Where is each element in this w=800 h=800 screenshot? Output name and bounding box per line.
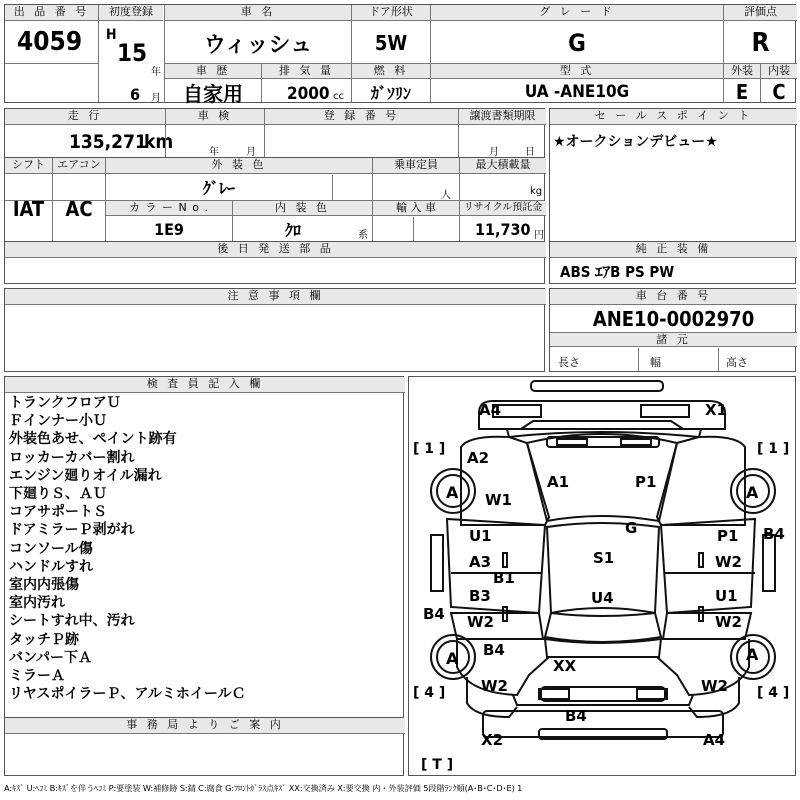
spec-label: 諸 元 [550, 332, 797, 347]
inspector-notes [9, 394, 246, 703]
mark-front-door-right-paint: P1 [717, 527, 739, 545]
mark-left-side-lower: B4 [423, 605, 445, 623]
bracket-front-left: [ 1 ] [413, 441, 446, 457]
exterior-color: ｸﾞﾚｰ [202, 179, 235, 198]
interior-label: 内装 [761, 64, 797, 79]
inspector-note-line: 外装色あせ、ペイント跡有 [9, 431, 177, 448]
chassis-number: ANE10-0002970 [592, 307, 755, 331]
air-conditioner: AC [65, 196, 93, 221]
inspector-note-line: 室内汚れ [9, 595, 65, 612]
color-number: 1E9 [154, 220, 184, 239]
equipment-box [549, 242, 796, 284]
inspector-note-line: エンジン廻りオイル漏れ [9, 467, 162, 484]
car-outline [409, 377, 797, 777]
bracket-front-right: [ 1 ] [757, 441, 790, 457]
lot-label: 出 品 番 号 [5, 5, 98, 21]
mileage-label: 走 行 [5, 109, 165, 125]
inspector-note-line: 室内内張傷 [9, 577, 79, 594]
mark-rear-bumper-left: X2 [481, 731, 504, 749]
load-label: 最大積載量 [460, 158, 546, 174]
reg-year: 15 [117, 39, 148, 67]
mark-front-door-left-scratch: A3 [469, 553, 492, 571]
sales-point-box [549, 108, 796, 242]
mark-rear-door-right-repair: W2 [715, 613, 742, 631]
inspector-note-line: コアサポートＳ [9, 504, 107, 521]
height-label: 高さ [726, 356, 748, 369]
equipment-label: 純 正 装 備 [550, 242, 797, 258]
color-no-label: カ ラ ー N o . [106, 201, 232, 216]
inspector-note-line: バンパー下Ａ [9, 649, 93, 666]
chassis-label: 車 台 番 号 [550, 289, 797, 305]
mark-rear-panel: B4 [565, 707, 587, 725]
tire-front-left: A [446, 483, 459, 502]
exterior-grade: E [735, 80, 749, 104]
era: H [106, 27, 117, 43]
caution-label: 注 意 事 項 欄 [5, 289, 546, 305]
header-row: 出 品 番 号 4059 初度登録 H 15 年 6 月 車 名 ウィッシュ 車 歴 排 気 量 自家用 2000 cc ドア形状 5W 燃 料 ｶﾞｿﾘﾝ グ レ ー ド G 型 式 UA -ANE10G 評価点 R 外装 内装 E C [4, 4, 796, 103]
bracket-rear-right: [ 4 ] [757, 685, 790, 701]
car-history: 自家用 [183, 81, 243, 106]
mark-rocker-right: B4 [763, 525, 785, 543]
first-reg-label: 初度登録 [99, 5, 163, 21]
length-label: 長さ [558, 356, 580, 369]
inspector-note-line: トランクフロアＵ [9, 395, 121, 411]
interior-color: ｸﾛ [284, 221, 301, 240]
sales-point-text: ★オークションデビュー★ [553, 134, 718, 150]
import-label: 輸 入 車 [373, 201, 459, 216]
car-name: ウィッシュ [203, 32, 313, 58]
door-type: 5W [374, 31, 408, 55]
car-name-label: 車 名 [165, 5, 351, 21]
transfer-label: 譲渡書類期限 [459, 109, 546, 125]
mark-front-door-left-dent: U1 [469, 527, 492, 545]
ac-label: エアコン [53, 158, 105, 174]
width-label: 幅 [650, 356, 661, 369]
grade-label: グ レ ー ド [431, 5, 723, 21]
inspector-note-line: タッチＰ跡 [9, 631, 79, 648]
office-box [4, 718, 404, 776]
inspector-note-line: コンソール傷 [9, 540, 93, 557]
spec-row: シフト IAT エアコン AC 外 装 色 ｸﾞﾚｰ 乗車定員 人 最大積載量 kg カ ラ ー N o . 内 装 色 輸 入 車 リサイクル預託金 1E9 ｸﾛ 系 11,730 円 [4, 158, 545, 242]
displacement-label: 排 気 量 [262, 64, 351, 79]
inspector-label: 検 査 員 記 入 欄 [5, 377, 405, 393]
parts-later-label: 後 日 発 送 部 品 [5, 242, 546, 258]
mark-rear-door-left-dent: B3 [469, 587, 491, 605]
mark-rear-door-left-repair: W2 [467, 613, 494, 631]
inspector-note-line: リヤスポイラーＰ、アルミホイールＣ [9, 686, 246, 703]
shift: IAT [12, 196, 45, 221]
recycle-label: リサイクル預託金 [460, 201, 546, 216]
mark-rear-fender-left: B4 [483, 641, 505, 659]
mark-rear-door-right-dent: U1 [715, 587, 738, 605]
fuel: ｶﾞｿﾘﾝ [370, 83, 411, 103]
sales-point-label: セ ー ル ス ポ イ ン ト [550, 109, 797, 125]
fuel-label: 燃 料 [352, 64, 430, 79]
mark-roof-rear: U4 [591, 589, 614, 607]
inspector-note-line: ハンドルすれ [9, 558, 93, 575]
chassis-box [549, 288, 796, 372]
shift-label: シフト [5, 158, 52, 174]
model-label: 型 式 [431, 64, 723, 79]
inspector-note-line: ミラーＡ [9, 668, 65, 685]
caution-box [4, 288, 545, 372]
damage-diagram [408, 376, 796, 776]
equipment-text: ABS ｴｱB PS PW [560, 263, 675, 281]
inspector-note-line: 下廻りＳ、ＡＵ [9, 486, 107, 503]
parts-later-box [4, 242, 545, 284]
inspector-note-line: シートすれ中、汚れ [9, 613, 135, 630]
inspector-note-line: ロッカーカバー割れ [9, 449, 135, 466]
mark-fender-left-repair: W1 [485, 491, 512, 509]
reg-month: 6 [130, 85, 141, 104]
mark-rocker-left: B1 [493, 569, 515, 587]
mark-windshield: G [625, 519, 638, 537]
history-label: 車 歴 [165, 64, 261, 79]
bracket-trunk: [ T ] [421, 757, 454, 773]
lot-number: 4059 [17, 27, 83, 57]
score-label: 評価点 [724, 5, 797, 21]
model-code: UA -ANE10G [524, 82, 630, 102]
inspector-box [4, 376, 404, 718]
interior-grade: C [772, 80, 786, 104]
displacement: 2000 [287, 84, 330, 104]
bracket-rear-left: [ 4 ] [413, 685, 446, 701]
ext-color-label: 外 装 色 [106, 158, 372, 174]
mark-front-fender-left: A2 [467, 449, 490, 467]
tire-front-right: A [746, 483, 759, 502]
office-label: 事 務 局 よ り ご 案 内 [5, 718, 405, 734]
mark-front-bumper-left: A4 [479, 401, 502, 419]
legend: A:ｷｽﾞ U:ﾍｺﾐ B:ｷｽﾞを伴うﾍｺﾐ P:要塗装 W:補修跡 S:錆 C:腐食 G:ﾌﾛﾝﾄｶﾞﾗｽ点ｷｽﾞ XX:交換済み X:要交換 内・外装評価 5段階ﾗﾝｸ順(A･B･C･D･E) 1 [4, 783, 523, 793]
tire-rear-right: A [746, 645, 759, 664]
mark-roof-front: S1 [593, 549, 615, 567]
score: R [751, 28, 770, 58]
reg-number-label: 登 録 番 号 [265, 109, 458, 125]
int-color-label: 内 装 色 [233, 201, 372, 216]
mark-hood-left: A1 [547, 473, 570, 491]
grade: G [568, 29, 586, 57]
inspection-label: 車 検 [166, 109, 264, 125]
mark-hood-right: P1 [635, 473, 657, 491]
inspector-note-line: ドアミラーＰ剥がれ [9, 522, 135, 539]
mark-rear-bumper-right: A4 [703, 731, 726, 749]
mark-rear-quarter-right: W2 [701, 677, 728, 695]
recycle-fee: 11,730 [475, 220, 531, 239]
capacity-label: 乗車定員 [373, 158, 459, 174]
inspector-note-line: Ｆインナー小Ｕ [9, 413, 107, 430]
mark-front-bumper-right: X1 [705, 401, 728, 419]
exterior-label: 外装 [724, 64, 760, 79]
mark-front-door-right-repair: W2 [715, 553, 742, 571]
mileage: 135,271 [69, 131, 147, 153]
mark-back-door-replaced: XX [553, 657, 577, 675]
door-label: ドア形状 [352, 5, 430, 21]
tire-rear-left: A [446, 649, 459, 668]
mileage-row: 走 行 135,271 km 車 検 年 月 登 録 番 号 譲渡書類期限 月 日 [4, 108, 545, 158]
mark-rear-quarter-left: W2 [481, 677, 508, 695]
